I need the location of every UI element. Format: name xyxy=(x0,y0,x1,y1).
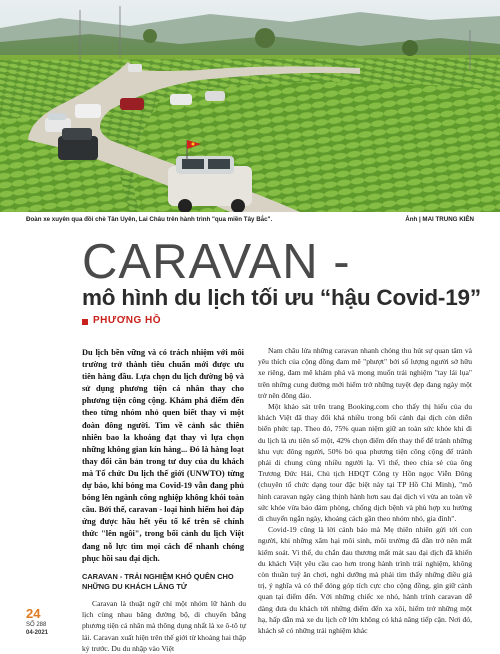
issue-date: 04-2021 xyxy=(26,629,49,636)
issue-info xyxy=(26,622,48,637)
paragraph: Nam châu lửa những caravan nhanh chóng thu hút sự quan tâm và yêu thích của cộng đồng đam mê "phượt" bởi số lượng người sở hữu xe riêng, đam mê khám phá và mong muốn trải nghiệm "tay lái lụa" trên những cung đường mới hiểm trở những tuyệt đẹp đang ngày một trở nên đông đảo. xyxy=(258,346,472,400)
paragraph: Caravan là thuật ngữ chỉ một nhóm lữ hành du lịch cùng nhau băng đường bộ, di chuyển bằng phương tiện cá nhân mà thông dụng nhất là xe ô-tô tự lái. Caravan xuất hiện trên thế giới từ khoảng hai thập kỷ trước. Du du nhập vào Việt xyxy=(82,599,246,653)
article-author: PHƯƠNG HỒ xyxy=(93,315,161,326)
photo-caption xyxy=(26,216,474,228)
left-column xyxy=(82,598,246,654)
hero-photo xyxy=(0,0,500,212)
caption-text: Đoàn xe xuyên qua đồi chè Tân Uyên, Lai Châu trên hành trình "qua miền Tây Bắc". xyxy=(26,216,273,223)
article-lead: Du lịch bền vững và có trách nhiệm với môi trường trở thành tiêu chuẩn mới được ưu tiên hàng đầu. Lựa chọn du lịch đường bộ và sử dụng phương tiện cá nhân thay cho phương tiện công cộng. Khám phá điểm đến theo từng nhóm nhỏ quen biết thay vì một đoàn đông người. Tìm về cảnh sắc thiên nhiên bao la khoáng đạt thay vì lựa chọn những không gian kín hàng... Đó là hàng loạt thay đổi căn bản trong tư duy của du khách mà Tổ chức Du lịch thế giới (UNWTO) từng dự báo, khi bóng ma Covid-19 vẫn đang phủ bóng lên ngành công nghiệp không khói toàn cầu. Bởi thế, caravan - loại hình hiếm hoi đáp ứng được hầu hết yếu tố kể trên sẽ chính thức "lên ngôi", trong bối cảnh du lịch Việt đang nỗ lực tìm mọi cách để nhanh chóng phục hồi sau đại dịch. xyxy=(82,348,245,563)
paragraph: Covid-19 cũng là lời cảnh báo mà Mẹ thiên nhiên gửi tới con người, khi những xâm hại môi sinh, môi trường đã dần trở nên mất kiểm soát. Vì thế, du chắn đau thương mất mát sau đại dịch đã khiến du khách Việt yêu cầu cao hơn trong hành trình trải nghiệm, không còn thuần tuý ăn chơi, nghỉ dưỡng mà phải tìm thấy những điều giá trị, ý nghĩa và có thể đóng góp tích cực cho cộng đồng, gìn giữ cảnh quan tại điểm đến. Với những chiếc xe nhỏ, hành trình caravan dễ dàng đưa du khách tới những điểm đến xa xôi, hiểm trở những một hạ, hấp dẫn mà xe du lịch cỡ lớn không có khả năng tiếp cận. Nơi đó, khách sẽ có những trải nghiệm khác xyxy=(258,525,472,636)
page-number: 24 xyxy=(26,606,41,621)
issue-number: SỐ 288 xyxy=(26,622,47,628)
article-subtitle: mô hình du lịch tối ưu “hậu Covid-19” xyxy=(82,285,481,310)
article-title: CARAVAN - xyxy=(82,235,351,289)
right-column xyxy=(258,345,472,636)
section-heading: CARAVAN - TRẢI NGHIỆM KHÓ QUÊN CHO NHỮNG DU KHÁCH LẮNG TỬ xyxy=(82,572,234,591)
paragraph: Một khảo sát trên trang Booking.com cho thấy thị hiếu của du khách Việt đã thay đổi khá nhiều trong bối cảnh đại dịch còn diễn biến phức tạp. Theo đó, 75% quan niệm giữ an toàn sức khỏe khi đi du lịch là ưu tiên số một, 42% chọn điểm đến thay thế để tránh những khu vực đông người, 50% bỏ qua phương tiện công cộng để tránh phải di chung cùng nhiều người lạ. Vì thế, theo chia sẻ của ông Trương Đức Hải, Chủ tịch HĐQT Công ty Hồn ngọc Viễn Đông (chuyên tổ chức dạng tour đặc biệt này tại TP Hồ Chí Minh), "mô hình caravan ngày càng thịnh hành hơn sau đại dịch vì vừa an toàn về sức khỏe vừa bảo đảm phòng, chống dịch bệnh và phù hợp xu hướng di chuyển ngắn ngày, khoảng cách gần theo nhóm nhỏ, gia đình". xyxy=(258,402,472,524)
photo-credit: Ảnh | MAI TRUNG KIÊN xyxy=(405,216,474,223)
author-bullet-icon xyxy=(82,319,88,325)
